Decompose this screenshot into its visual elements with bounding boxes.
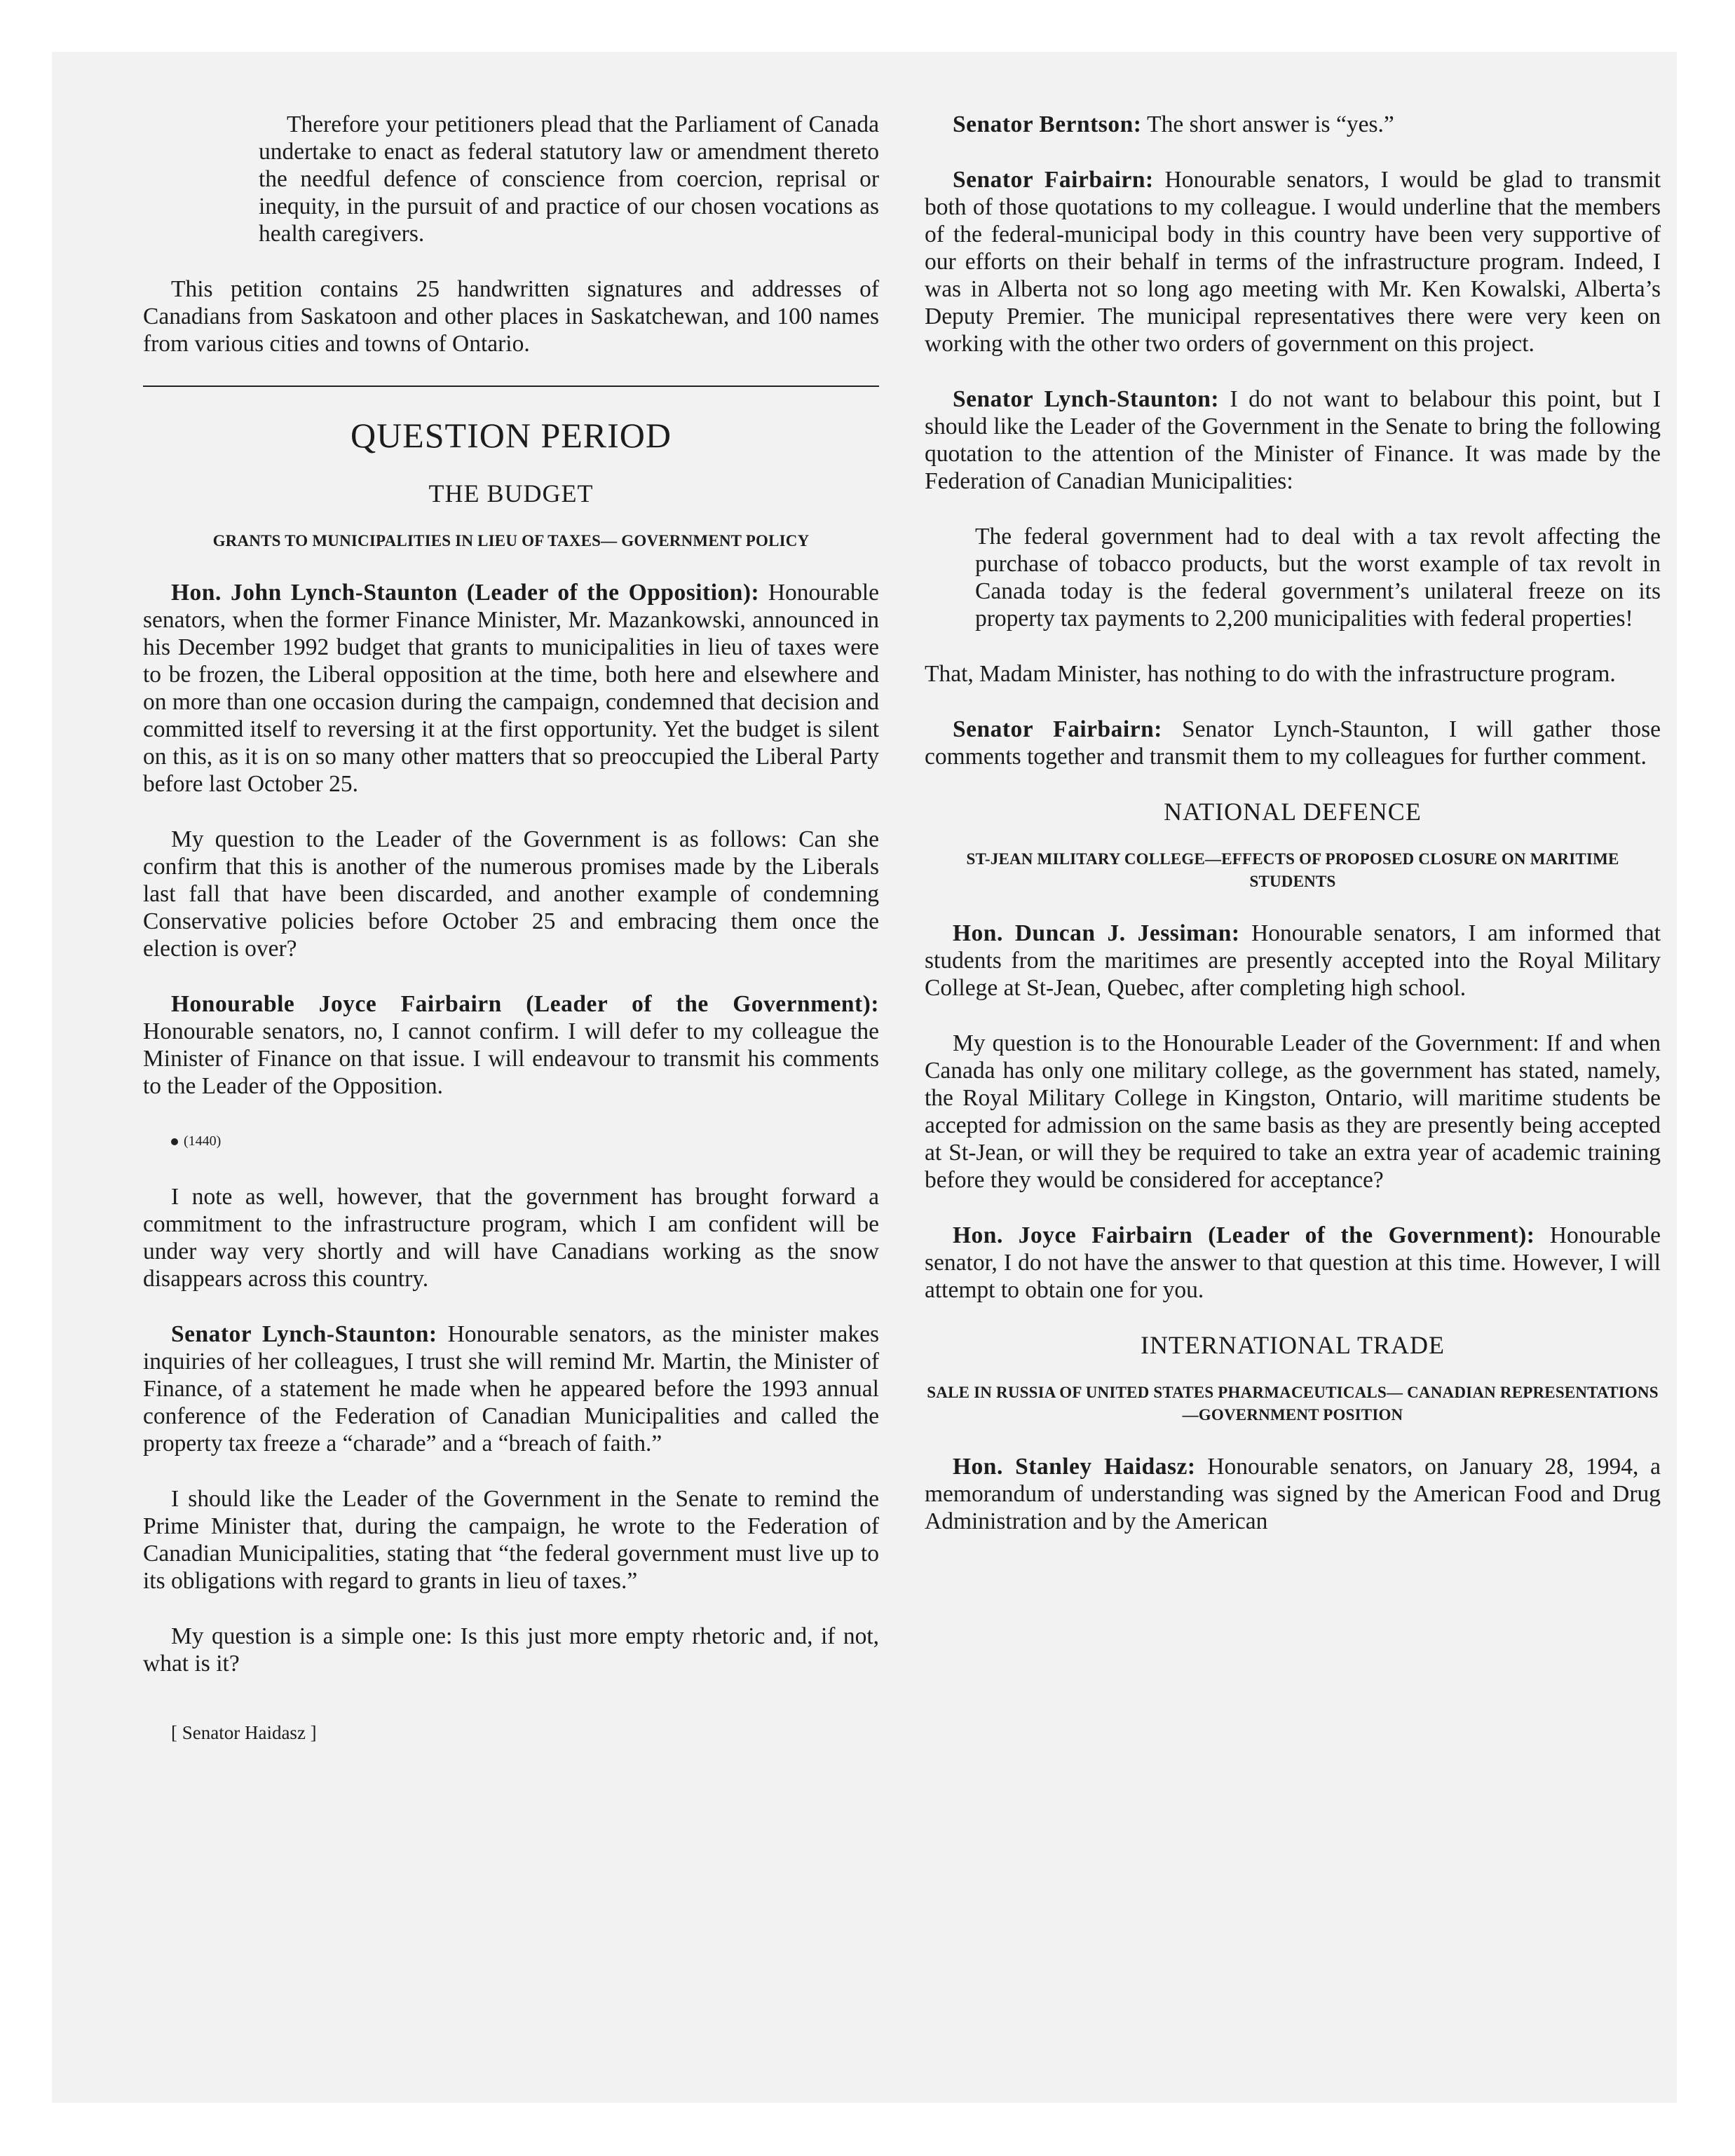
paragraph: I note as well, however, that the government has brought forward a commitment to the infrastructure program, which I am confident will be under way very shortly and will have Canadians working as the snow disappears across this country. <box>143 1184 879 1292</box>
paragraph <box>925 386 1661 495</box>
time-marker <box>171 1128 879 1155</box>
paragraph <box>925 716 1661 770</box>
paragraph: My question to the Leader of the Government is as follows: Can she confirm that this is another of the numerous promises made by the Liberals last fall that have been discarded, and another example of condemning Conservative policies before October 25 and embracing them once the election is over? <box>143 826 879 962</box>
paragraph-text: Honourable senators, on January 28, 1994, a memorandum of understanding was signed by the American Food and Drug Administration and by the American <box>925 1454 1661 1534</box>
page-footer: [ Senator Haidasz ] <box>171 1722 317 1743</box>
paragraph <box>925 1222 1661 1304</box>
hansard-page <box>52 52 1677 2103</box>
subsection-title-budget: THE BUDGET <box>428 479 594 507</box>
petition-note: This petition contains 25 handwritten signatures and addresses of Canadians from Saskatoon and other places in Saskatchewan, and 100 names from various cities and towns of Ontario. <box>143 276 879 357</box>
topic-heading-military-college: ST-JEAN MILITARY COLLEGE—EFFECTS OF PROPOSED CLOSURE ON MARITIME STUDENTS <box>966 850 1619 890</box>
paragraph-text: I do not want to belabour this point, but I should like the Leader of the Government in the Senate to bring the following quotation to the attention of the Minister of Finance. It was made by the Federation of Canadian Municipalities: <box>925 386 1661 494</box>
paragraph <box>143 1321 879 1457</box>
right-column <box>925 111 1661 1563</box>
time-marker-text: (1440) <box>184 1133 222 1149</box>
paragraph <box>925 1453 1661 1535</box>
paragraph-text: Honourable senators, as the minister makes inquiries of her colleagues, I trust she will remind Mr. Martin, the Minister of Finance, of a statement he made when he appeared before the 1993 annual conference of the Federation of Canadian Municipalities and called the property tax freeze a “charade” and a “breach of faith.” <box>143 1321 880 1456</box>
paragraph-text: The short answer is “yes.” <box>1147 111 1394 137</box>
speaker-name: Hon. Duncan J. Jessiman: <box>953 920 1240 946</box>
topic-heading-pharmaceuticals: SALE IN RUSSIA OF UNITED STATES PHARMACEUTICALS— CANADIAN REPRESENTATIONS—GOVERNMENT POSITION <box>927 1384 1659 1424</box>
paragraph <box>925 166 1661 357</box>
section-title: QUESTION PERIOD <box>350 416 672 455</box>
paragraph-text: Honourable senators, I would be glad to transmit both of those quotations to my colleague. I would underline that the members of the federal-municipal body in this country have been very supportive of our efforts on their behalf in terms of the infrastructure program. Indeed, I was in Alberta not so long ago meeting with Mr. Ken Kowalski, Alberta’s Deputy Premier. The municipal representatives there were very keen on working with the other two orders of government on this project. <box>925 167 1661 357</box>
speaker-name: Senator Fairbairn: <box>953 167 1154 193</box>
paragraph: That, Madam Minister, has nothing to do with the infrastructure program. <box>925 661 1616 687</box>
speaker-name: Senator Lynch-Staunton: <box>953 386 1220 412</box>
paragraph-text: Honourable senators, no, I cannot confirm. I will defer to my colleague the Minister of Finance on that issue. I will endeavour to transmit his comments to the Leader of the Opposition. <box>143 1018 879 1099</box>
left-column <box>143 111 879 1747</box>
speaker-name: Hon. John Lynch-Staunton (Leader of the Opposition): <box>171 580 760 606</box>
section-divider <box>143 386 879 387</box>
paragraph <box>925 920 1661 1002</box>
speaker-name: Hon. Stanley Haidasz: <box>953 1454 1196 1480</box>
paragraph-text: Honourable senators, when the former Finance Minister, Mr. Mazankowski, announced in his December 1992 budget that grants to municipalities in lieu of taxes were to be frozen, the Liberal opposition at the time, both here and elsewhere and on more than one occasion during the campaign, condemned that decision and committed itself to reversing it at the first opportunity. Yet the budget is silent on this, as it is on so many other matters that so preoccupied the Liberal Party before last October 25. <box>143 580 879 797</box>
speaker-name: Honourable Joyce Fairbairn (Leader of the Government): <box>171 991 879 1017</box>
speaker-name: Senator Fairbairn: <box>953 716 1162 742</box>
petition-quote: Therefore your petitioners plead that the Parliament of Canada undertake to enact as federal statutory law or amendment thereto the needful defence of conscience from coercion, reprisal or inequity, in the pursuit of and practice of our chosen vocations as health caregivers. <box>259 111 879 247</box>
paragraph: My question is to the Honourable Leader of the Government: If and when Canada has only one military college, as the government has stated, namely, the Royal Military College in Kingston, Ontario, will maritime students be accepted for admission on the same basis as they are presently being accepted at St-Jean, or will they be required to take an extra year of academic training before they would be considered for acceptance? <box>925 1030 1661 1193</box>
topic-heading-grants: GRANTS TO MUNICIPALITIES IN LIEU OF TAXES— GOVERNMENT POLICY <box>212 532 810 550</box>
speaker-name: Hon. Joyce Fairbairn (Leader of the Government): <box>953 1222 1535 1248</box>
bullet-icon <box>171 1138 178 1145</box>
subsection-title-trade: INTERNATIONAL TRADE <box>1141 1331 1445 1359</box>
speaker-name: Senator Berntson: <box>953 111 1142 137</box>
fcm-quote: The federal government had to deal with a tax revolt affecting the purchase of tobacco products, but the worst example of tax revolt in Canada today is the federal government’s unilateral freeze on its property tax payments to 2,200 municipalities with federal properties! <box>975 524 1661 632</box>
subsection-title-defence: NATIONAL DEFENCE <box>1164 798 1422 826</box>
paragraph-text: Honourable senators, I am informed that students from the maritimes are presently accepted into the Royal Military College at St-Jean, Quebec, after completing high school. <box>925 920 1661 1001</box>
paragraph-text: Honourable senator, I do not have the answer to that question at this time. However, I will attempt to obtain one for you. <box>925 1222 1661 1303</box>
paragraph <box>925 111 1661 138</box>
paragraph <box>143 990 879 1100</box>
paragraph: My question is a simple one: Is this just more empty rhetoric and, if not, what is it? <box>143 1623 879 1677</box>
paragraph: I should like the Leader of the Government in the Senate to remind the Prime Minister that, during the campaign, he wrote to the Federation of Canadian Municipalities, stating that “the federal government must live up to its obligations with regard to grants in lieu of taxes.” <box>143 1486 879 1594</box>
paragraph <box>143 579 879 798</box>
paragraph-text: Senator Lynch-Staunton, I will gather those comments together and transmit them to my colleagues for further comment. <box>925 716 1661 770</box>
speaker-name: Senator Lynch-Staunton: <box>171 1321 437 1347</box>
